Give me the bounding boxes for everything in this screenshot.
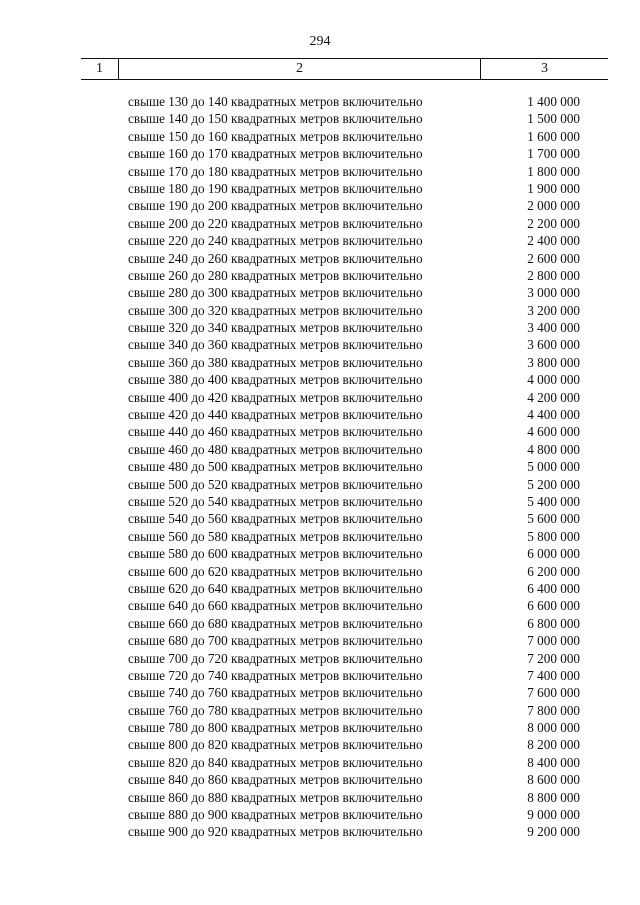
area-range-text: свыше 420 до 440 квадратных метров включительно: [128, 407, 423, 423]
amount-value: 9 000 000: [527, 807, 580, 823]
amount-value: 1 800 000: [527, 163, 580, 179]
amount-value: 2 400 000: [527, 233, 580, 249]
amount-value: 5 800 000: [527, 528, 580, 544]
table-row: [0, 493, 640, 510]
amount-value: 1 700 000: [527, 146, 580, 162]
area-range-text: свыше 400 до 420 квадратных метров включительно: [128, 389, 423, 405]
column-header-2: 2: [119, 59, 481, 79]
area-range-text: свыше 700 до 720 квадратных метров включительно: [128, 650, 423, 666]
amount-value: 4 600 000: [527, 424, 580, 440]
table-row: [0, 789, 640, 806]
amount-value: 4 800 000: [527, 441, 580, 457]
amount-value: 6 600 000: [527, 598, 580, 614]
table-row: [0, 702, 640, 719]
amount-value: 5 000 000: [527, 459, 580, 475]
amount-value: 6 400 000: [527, 580, 580, 596]
amount-value: 3 000 000: [527, 285, 580, 301]
table-header: [81, 58, 608, 80]
table-row: [0, 684, 640, 701]
table-row: [0, 563, 640, 580]
table-row: [0, 163, 640, 180]
table-row: [0, 302, 640, 319]
amount-value: 4 400 000: [527, 407, 580, 423]
area-range-text: свыше 380 до 400 квадратных метров включительно: [128, 372, 423, 388]
amount-value: 1 600 000: [527, 128, 580, 144]
table-row: [0, 667, 640, 684]
area-range-text: свыше 260 до 280 квадратных метров включительно: [128, 267, 423, 283]
table-row: [0, 458, 640, 475]
table-row: [0, 806, 640, 823]
area-range-text: свыше 320 до 340 квадратных метров включительно: [128, 320, 423, 336]
table-row: [0, 389, 640, 406]
table-row: [0, 441, 640, 458]
area-range-text: свыше 900 до 920 квадратных метров включительно: [128, 824, 423, 840]
table-row: [0, 719, 640, 736]
area-range-text: свыше 840 до 860 квадратных метров включительно: [128, 772, 423, 788]
area-range-text: свыше 640 до 660 квадратных метров включительно: [128, 598, 423, 614]
area-range-text: свыше 280 до 300 квадратных метров включительно: [128, 285, 423, 301]
amount-value: 2 600 000: [527, 250, 580, 266]
amount-value: 8 200 000: [527, 737, 580, 753]
area-range-text: свыше 220 до 240 квадратных метров включительно: [128, 233, 423, 249]
amount-value: 7 800 000: [527, 702, 580, 718]
amount-value: 4 000 000: [527, 372, 580, 388]
table-row: [0, 215, 640, 232]
area-range-text: свыше 740 до 760 квадратных метров включительно: [128, 685, 423, 701]
amount-value: 3 600 000: [527, 337, 580, 353]
table-row: [0, 650, 640, 667]
table-row: [0, 110, 640, 127]
amount-value: 7 600 000: [527, 685, 580, 701]
table-body: [0, 93, 640, 841]
table-row: [0, 823, 640, 840]
page-number: 294: [309, 34, 331, 49]
table-row: [0, 406, 640, 423]
amount-value: 5 200 000: [527, 476, 580, 492]
amount-value: 1 400 000: [527, 94, 580, 109]
amount-value: 3 800 000: [527, 354, 580, 370]
table-row: [0, 284, 640, 301]
area-range-text: свыше 360 до 380 квадратных метров включительно: [128, 354, 423, 370]
table-row: [0, 476, 640, 493]
amount-value: 6 200 000: [527, 563, 580, 579]
area-range-text: свыше 860 до 880 квадратных метров включительно: [128, 789, 423, 805]
area-range-text: свыше 200 до 220 квадратных метров включительно: [128, 215, 423, 231]
amount-value: 8 600 000: [527, 772, 580, 788]
area-range-text: свыше 820 до 840 квадратных метров включительно: [128, 754, 423, 770]
area-range-text: свыше 300 до 320 квадратных метров включительно: [128, 302, 423, 318]
amount-value: 8 800 000: [527, 789, 580, 805]
column-header-3: 3: [541, 61, 548, 76]
area-range-text: свыше 190 до 200 квадратных метров включительно: [128, 198, 423, 214]
area-range-text: свыше 880 до 900 квадратных метров включительно: [128, 807, 423, 823]
amount-value: 1 500 000: [527, 111, 580, 127]
table-row: [0, 180, 640, 197]
table-row: [0, 615, 640, 632]
area-range-text: свыше 540 до 560 квадратных метров включительно: [128, 511, 423, 527]
area-range-text: свыше 500 до 520 квадратных метров включительно: [128, 476, 423, 492]
table-row: [0, 93, 640, 110]
amount-value: 5 400 000: [527, 493, 580, 509]
area-range-text: свыше 240 до 260 квадратных метров включительно: [128, 250, 423, 266]
table-row: [0, 545, 640, 562]
amount-value: 2 200 000: [527, 215, 580, 231]
table-row: [0, 371, 640, 388]
area-range-text: свыше 660 до 680 квадратных метров включительно: [128, 615, 423, 631]
table-row: [0, 597, 640, 614]
amount-value: 7 200 000: [527, 650, 580, 666]
table-row: [0, 423, 640, 440]
amount-value: 6 000 000: [527, 546, 580, 562]
area-range-text: свыше 480 до 500 квадратных метров включительно: [128, 459, 423, 475]
area-range-text: свыше 440 до 460 квадратных метров включительно: [128, 424, 423, 440]
table-row: [0, 250, 640, 267]
amount-value: 7 000 000: [527, 633, 580, 649]
area-range-text: свыше 560 до 580 квадратных метров включительно: [128, 528, 423, 544]
table-row: [0, 580, 640, 597]
table-row: [0, 267, 640, 284]
area-range-text: свыше 720 до 740 квадратных метров включительно: [128, 667, 423, 683]
table-row: [0, 319, 640, 336]
table-row: [0, 232, 640, 249]
area-range-text: свыше 140 до 150 квадратных метров включительно: [128, 111, 423, 127]
table-row: [0, 754, 640, 771]
area-range-text: свыше 580 до 600 квадратных метров включительно: [128, 546, 423, 562]
area-range-text: свыше 160 до 170 квадратных метров включительно: [128, 146, 423, 162]
amount-value: 5 600 000: [527, 511, 580, 527]
amount-value: 1 900 000: [527, 180, 580, 196]
table-row: [0, 354, 640, 371]
table-row: [0, 336, 640, 353]
amount-value: 3 400 000: [527, 320, 580, 336]
amount-value: 4 200 000: [527, 389, 580, 405]
amount-value: 2 000 000: [527, 198, 580, 214]
area-range-text: свыше 130 до 140 квадратных метров включительно: [128, 94, 423, 109]
area-range-text: свыше 800 до 820 квадратных метров включительно: [128, 737, 423, 753]
amount-value: 8 000 000: [527, 720, 580, 736]
area-range-text: свыше 460 до 480 квадратных метров включительно: [128, 441, 423, 457]
amount-value: 8 400 000: [527, 754, 580, 770]
table-row: [0, 128, 640, 145]
table-row: [0, 528, 640, 545]
table-row: [0, 197, 640, 214]
amount-value: 2 800 000: [527, 267, 580, 283]
area-range-text: свыше 520 до 540 квадратных метров включительно: [128, 493, 423, 509]
area-range-text: свыше 340 до 360 квадратных метров включительно: [128, 337, 423, 353]
table-row: [0, 510, 640, 527]
area-range-text: свыше 760 до 780 квадратных метров включительно: [128, 702, 423, 718]
amount-value: 3 200 000: [527, 302, 580, 318]
table-row: [0, 771, 640, 788]
area-range-text: свыше 600 до 620 квадратных метров включительно: [128, 563, 423, 579]
area-range-text: свыше 170 до 180 квадратных метров включительно: [128, 163, 423, 179]
amount-value: 7 400 000: [527, 667, 580, 683]
area-range-text: свыше 180 до 190 квадратных метров включительно: [128, 180, 423, 196]
table-row: [0, 632, 640, 649]
column-header-1: 1: [81, 59, 119, 79]
table-row: [0, 145, 640, 162]
area-range-text: свыше 620 до 640 квадратных метров включительно: [128, 580, 423, 596]
area-range-text: свыше 780 до 800 квадратных метров включительно: [128, 720, 423, 736]
area-range-text: свыше 150 до 160 квадратных метров включительно: [128, 128, 423, 144]
table-row: [0, 736, 640, 753]
amount-value: 9 200 000: [527, 824, 580, 840]
area-range-text: свыше 680 до 700 квадратных метров включительно: [128, 633, 423, 649]
amount-value: 6 800 000: [527, 615, 580, 631]
